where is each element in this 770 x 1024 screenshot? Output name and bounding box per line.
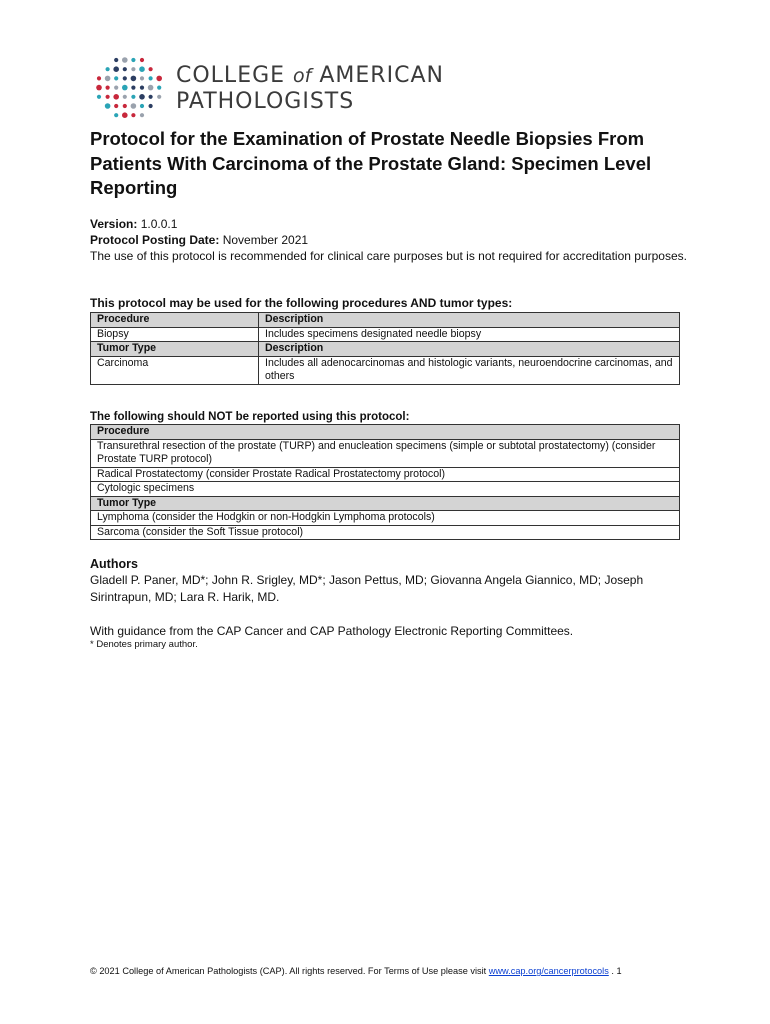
logo-dot — [122, 112, 128, 118]
logo-dot — [139, 66, 145, 72]
logo-dot — [114, 76, 118, 80]
logo-dot — [131, 95, 135, 99]
table-row — [91, 467, 680, 482]
logo-dot — [156, 76, 162, 82]
cell-procedure: Biopsy — [91, 327, 259, 342]
logo-dot — [140, 86, 144, 90]
posting-date-label: Protocol Posting Date: — [90, 233, 220, 247]
logo-dot — [105, 103, 111, 109]
logo-dot — [106, 86, 110, 90]
logo-dot — [140, 76, 144, 80]
not-reported-table — [90, 424, 680, 540]
logo-dot — [106, 67, 110, 71]
logo-dot — [131, 113, 135, 117]
logo-dot — [131, 86, 135, 90]
document-title: Protocol for the Examination of Prostate Needle Biopsies From Patients With Carcinoma of the Prostate Gland: Specimen Level Reporting — [90, 128, 652, 198]
header-procedure: Procedure — [91, 425, 680, 440]
posting-date-line — [90, 232, 690, 248]
cell-tumor-type: Sarcoma (consider the Soft Tissue protocol) — [91, 525, 680, 540]
logo-dot — [97, 95, 101, 99]
logo-dot — [131, 103, 137, 109]
logo-dot — [106, 95, 110, 99]
logo-dot — [122, 57, 128, 63]
logo-dot — [113, 94, 119, 100]
authors-heading: Authors — [90, 557, 138, 571]
cell-procedure: Transurethral resection of the prostate (TURP) and enucleation specimens (simple or subtotal prostatectomy) (consider Prostate TURP protocol) — [91, 439, 680, 467]
table-row — [91, 525, 680, 540]
primary-author-note: * Denotes primary author. — [90, 639, 198, 650]
header-description: Description — [259, 313, 680, 328]
cell-procedure: Cytologic specimens — [91, 482, 680, 497]
header-description: Description — [259, 342, 680, 357]
logo-dot — [131, 76, 137, 82]
guidance-statement: With guidance from the CAP Cancer and CAP Pathology Electronic Reporting Committees. — [90, 624, 574, 638]
footer-copyright: © 2021 College of American Pathologists (CAP). All rights reserved. For Terms of Use please visit — [90, 966, 487, 976]
logo-dot — [123, 76, 127, 80]
table-row — [91, 482, 680, 497]
logo-dot — [105, 76, 111, 82]
logo-dot — [157, 95, 161, 99]
cap-logo-text — [176, 63, 444, 115]
header-tumor-type: Tumor Type — [91, 496, 680, 511]
table-row — [91, 439, 680, 467]
logo-dot — [113, 66, 119, 72]
logo-dot — [131, 58, 135, 62]
version-line — [90, 216, 690, 232]
logo-word-college: COLLEGE — [176, 63, 286, 88]
cell-description: Includes specimens designated needle biopsy — [259, 327, 680, 342]
logo-dot — [149, 67, 153, 71]
used-for-table — [90, 312, 680, 385]
logo-dot — [123, 95, 127, 99]
logo-dot — [140, 104, 144, 108]
logo-dot — [114, 104, 118, 108]
logo-word-of: of — [293, 65, 312, 87]
logo-dot — [148, 85, 154, 91]
page-number: . 1 — [611, 966, 622, 976]
header-tumor-type: Tumor Type — [91, 342, 259, 357]
table-row — [91, 356, 680, 384]
posting-date-value: November 2021 — [222, 233, 309, 247]
logo-dot — [131, 67, 135, 71]
not-reported-heading: The following should NOT be reported using this protocol: — [90, 411, 410, 423]
logo-dot — [97, 76, 101, 80]
page-footer — [90, 966, 690, 976]
logo-dot — [149, 76, 153, 80]
logo-word-american: AMERICAN — [319, 63, 444, 88]
protocol-meta — [90, 216, 690, 264]
table-row — [91, 327, 680, 342]
table-header-row — [91, 313, 680, 328]
logo-dot — [149, 95, 153, 99]
cell-procedure: Radical Prostatectomy (consider Prostate Radical Prostatectomy protocol) — [91, 467, 680, 482]
cell-description: Includes all adenocarcinomas and histologic variants, neuroendocrine carcinomas, and others — [259, 356, 680, 384]
used-for-heading: This protocol may be used for the following procedures AND tumor types: — [90, 296, 513, 310]
version-label: Version: — [90, 217, 138, 231]
use-statement: The use of this protocol is recommended for clinical care purposes but is not required for accreditation purposes. — [90, 249, 687, 263]
cancer-protocols-link[interactable]: www.cap.org/cancerprotocols — [488, 966, 609, 976]
logo-dot — [140, 58, 144, 62]
cap-logo — [94, 54, 474, 122]
table-header-row — [91, 342, 680, 357]
logo-dot — [96, 85, 102, 91]
table-row — [91, 511, 680, 526]
table-header-row — [91, 496, 680, 511]
logo-dot — [122, 85, 128, 91]
authors-list: Gladell P. Paner, MD*; John R. Srigley, MD*; Jason Pettus, MD; Giovanna Angela Giannico, MD; Joseph Sirintrapun, MD; Lara R. Harik, MD. — [90, 573, 644, 604]
table-header-row — [91, 425, 680, 440]
logo-line2: PATHOLOGISTS — [176, 89, 355, 114]
logo-dot — [114, 113, 118, 117]
cell-tumor-type: Carcinoma — [91, 356, 259, 384]
logo-dot — [114, 86, 118, 90]
logo-dot — [149, 104, 153, 108]
version-value: 1.0.0.1 — [140, 217, 178, 231]
logo-dot — [140, 113, 144, 117]
logo-dot — [114, 58, 118, 62]
cell-tumor-type: Lymphoma (consider the Hodgkin or non-Hodgkin Lymphoma protocols) — [91, 511, 680, 526]
logo-dot — [139, 94, 145, 100]
logo-dot — [157, 86, 161, 90]
logo-line1 — [176, 63, 444, 89]
cap-logo-dots-icon — [94, 54, 166, 122]
logo-dot — [123, 104, 127, 108]
header-procedure: Procedure — [91, 313, 259, 328]
logo-dot — [123, 67, 127, 71]
